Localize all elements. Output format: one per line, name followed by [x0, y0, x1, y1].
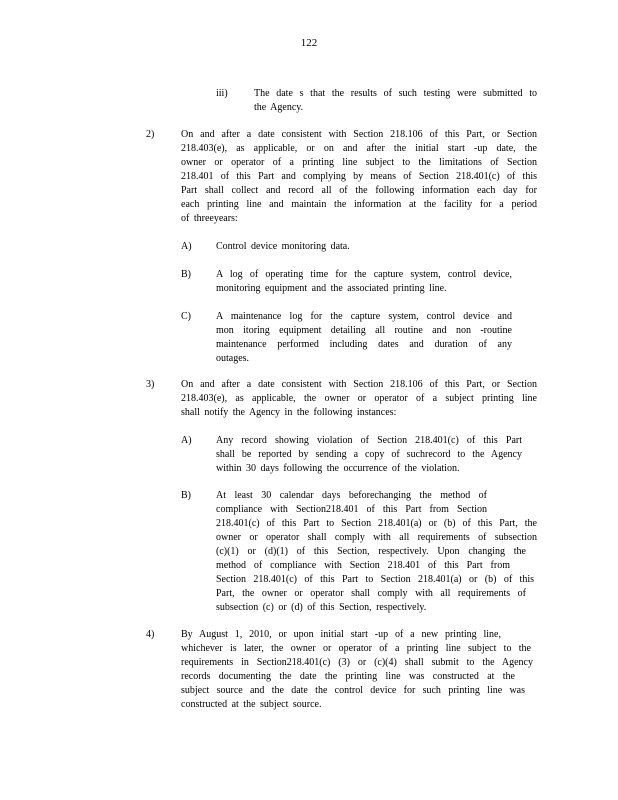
- text-line: Section 218.401(c) of this Part to Section 218.401(a) or (b) of this: [216, 574, 534, 585]
- text-line: within 30 days following the occurrence of the violation.: [216, 463, 460, 474]
- item-2-c: [181, 310, 513, 366]
- text-line: shall notify the Agency in the following instances:: [181, 407, 397, 418]
- text-line: 218.401(c) of this Part to Section 218.401(a) or (b) of this Part, the: [216, 518, 537, 529]
- text-line: owner or operator of a printing line subject to the limitations of Section: [181, 157, 537, 168]
- text-line: constructed at the subject source.: [181, 699, 322, 710]
- item-3-b-text: [216, 489, 537, 615]
- item-4-text: [181, 628, 537, 712]
- text-line: subject source and the date the control device for such printing line was: [181, 685, 525, 696]
- item-2-a: [181, 240, 511, 254]
- text-line: each printing line and maintain the information at the facility for a period: [181, 199, 537, 210]
- item-2-c-text: [216, 310, 512, 366]
- text-line: compliance with Section218.401 of this Part from Section: [216, 504, 487, 515]
- item-2: [146, 128, 538, 228]
- text-line: records documenting the date the printing line was constructed at the: [181, 671, 515, 682]
- item-2-b: [181, 268, 513, 296]
- text-line: mon itoring equipment detailing all routine and non -routine: [216, 325, 512, 336]
- item-3-a: [181, 434, 522, 476]
- text-line: A maintenance log for the capture system, control device and: [216, 311, 512, 322]
- item-3-b-marker: B): [181, 490, 191, 501]
- item-2-a-marker: A): [181, 241, 192, 252]
- text-line: On and after a date consistent with Section 218.106 of this Part, or Section: [181, 379, 537, 390]
- text-line: monitoring equipment and the associated printing line.: [216, 283, 447, 294]
- text-line: At least 30 calendar days beforechanging the method of: [216, 490, 487, 501]
- text-line: method of compliance with Section 218.401 of this Part from: [216, 560, 510, 571]
- item-2-text: [181, 128, 537, 226]
- item-3-marker: 3): [146, 379, 155, 390]
- item-iii-marker: iii): [216, 88, 228, 99]
- item-3: [146, 378, 538, 420]
- item-3-a-text: [216, 434, 522, 476]
- text-line: subsection (c) or (d) of this Section, respectively.: [216, 602, 427, 613]
- text-line: (c)(1) or (d)(1) of this Section, respectively. Upon changing the: [216, 546, 526, 557]
- item-3-text: [181, 378, 537, 420]
- item-4-marker: 4): [146, 629, 155, 640]
- text-line: whichever is later, the owner or operator of a printing line subject to the: [181, 643, 531, 654]
- text-line: Any record showing violation of Section 218.401(c) of this Part: [216, 435, 522, 446]
- text-line: Control device monitoring data.: [216, 241, 350, 252]
- text-line: shall be reported by sending a copy of suchrecord to the Agency: [216, 449, 522, 460]
- text-line: maintenance performed including dates and duration of any: [216, 339, 512, 350]
- text-line: On and after a date consistent with Section 218.106 of this Part, or Section: [181, 129, 537, 140]
- item-2-marker: 2): [146, 129, 155, 140]
- text-line: outages.: [216, 353, 250, 364]
- item-4: [146, 628, 538, 712]
- text-line: owner or operator shall comply with all requirements of subsection: [216, 532, 537, 543]
- text-line: 218.403(e), as applicable, the owner or operator of a subject printing line: [181, 393, 537, 404]
- page-number: 122: [300, 37, 318, 49]
- item-2-c-marker: C): [181, 311, 191, 322]
- item-2-b-text: [216, 268, 512, 296]
- text-line: By August 1, 2010, or upon initial start -up of a new printing line,: [181, 629, 501, 640]
- text-line: Part shall collect and record all of the following information each day for: [181, 185, 537, 196]
- text-line: of threeyears:: [181, 213, 238, 224]
- item-3-a-marker: A): [181, 435, 192, 446]
- text-line: Part, the owner or operator shall comply with all requirements of: [216, 588, 526, 599]
- text-line: the Agency.: [254, 102, 304, 113]
- text-line: A log of operating time for the capture system, control device,: [216, 269, 512, 280]
- item-iii: [216, 87, 538, 115]
- item-2-a-text: [216, 240, 511, 254]
- text-line: requirements in Section218.401(c) (3) or (c)(4) shall submit to the Agency: [181, 657, 533, 668]
- text-line: The date s that the results of such testing were submitted to: [254, 88, 537, 99]
- text-line: 218.403(e), as applicable, or on and after the initial start -up date, the: [181, 143, 537, 154]
- item-3-b: [181, 489, 538, 615]
- text-line: 218.401 of this Part and complying by means of Section 218.401(c) of this: [181, 171, 537, 182]
- item-iii-text: [254, 87, 537, 115]
- item-2-b-marker: B): [181, 269, 191, 280]
